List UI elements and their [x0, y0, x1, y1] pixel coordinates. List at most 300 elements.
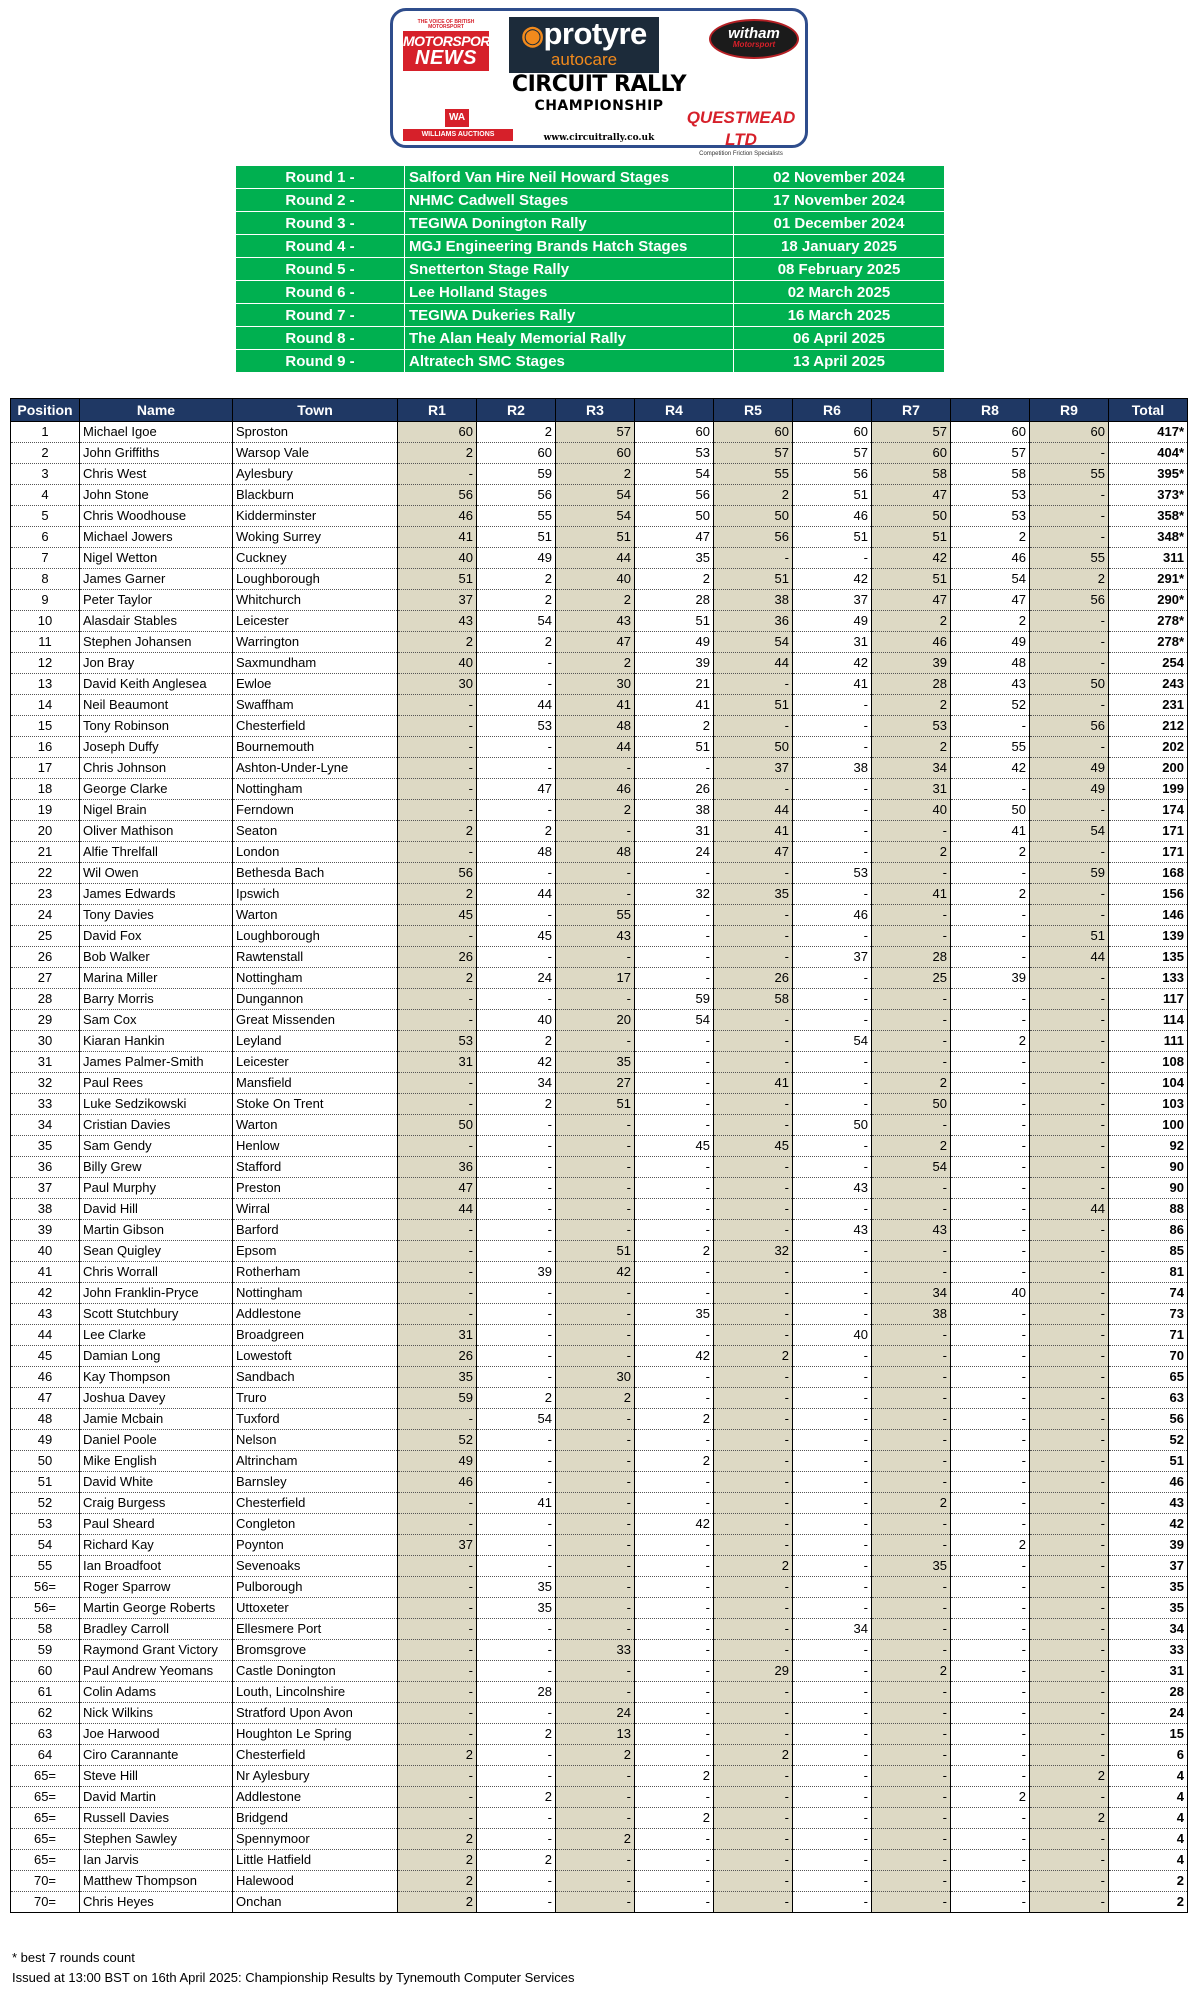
round-row — [236, 258, 945, 281]
town-cell: Blackburn — [233, 485, 398, 506]
town-cell: Sproston — [233, 422, 398, 443]
round-points-cell: - — [398, 758, 477, 779]
round-points-cell: - — [477, 1472, 556, 1493]
town-cell: Ewloe — [233, 674, 398, 695]
round-points-cell: - — [872, 1388, 951, 1409]
round-points-cell: - — [635, 1640, 714, 1661]
round-points-cell: - — [793, 1052, 872, 1073]
round-points-cell: 47 — [556, 632, 635, 653]
round-points-cell: - — [793, 1262, 872, 1283]
round-points-cell: - — [477, 1892, 556, 1913]
round-points-cell: 60 — [477, 443, 556, 464]
round-points-cell: - — [872, 926, 951, 947]
table-row — [11, 632, 1188, 653]
round-points-cell: 59 — [398, 1388, 477, 1409]
round-points-cell: - — [1030, 443, 1109, 464]
table-row — [11, 1304, 1188, 1325]
round-points-cell: 49 — [1030, 758, 1109, 779]
round-points-cell: 42 — [635, 1514, 714, 1535]
table-row — [11, 1535, 1188, 1556]
round-points-cell: 37 — [714, 758, 793, 779]
position-cell: 33 — [11, 1094, 80, 1115]
name-cell: Tony Davies — [80, 905, 233, 926]
total-cell: 24 — [1109, 1703, 1188, 1724]
round-points-cell: - — [1030, 1787, 1109, 1808]
total-cell: 291* — [1109, 569, 1188, 590]
round-points-cell: - — [556, 1178, 635, 1199]
total-cell: 199 — [1109, 779, 1188, 800]
round-points-cell: - — [951, 1262, 1030, 1283]
round-points-cell: - — [556, 1304, 635, 1325]
position-cell: 56= — [11, 1577, 80, 1598]
round-points-cell: - — [951, 1052, 1030, 1073]
round-name: Altratech SMC Stages — [405, 350, 734, 373]
total-cell: 100 — [1109, 1115, 1188, 1136]
round-points-cell: - — [793, 821, 872, 842]
total-cell: 74 — [1109, 1283, 1188, 1304]
position-cell: 8 — [11, 569, 80, 590]
column-header-r1: R1 — [398, 399, 477, 422]
round-points-cell: - — [951, 716, 1030, 737]
total-cell: 35 — [1109, 1598, 1188, 1619]
round-points-cell: - — [951, 1808, 1030, 1829]
round-points-cell: 38 — [635, 800, 714, 821]
round-points-cell: - — [872, 1598, 951, 1619]
round-points-cell: 37 — [398, 1535, 477, 1556]
round-points-cell: - — [635, 1031, 714, 1052]
round-points-cell: 47 — [477, 779, 556, 800]
round-points-cell: 2 — [556, 1745, 635, 1766]
round-points-cell: 43 — [556, 611, 635, 632]
protyre-logo — [509, 17, 659, 73]
round-points-cell: - — [793, 842, 872, 863]
round-points-cell: - — [1030, 1472, 1109, 1493]
round-points-cell: - — [1030, 968, 1109, 989]
round-points-cell: - — [872, 1892, 951, 1913]
round-points-cell: 58 — [714, 989, 793, 1010]
round-points-cell: 35 — [477, 1598, 556, 1619]
round-points-cell: - — [635, 1556, 714, 1577]
round-points-cell: - — [872, 1430, 951, 1451]
position-cell: 38 — [11, 1199, 80, 1220]
round-points-cell: - — [793, 1766, 872, 1787]
round-points-cell: - — [556, 1535, 635, 1556]
round-points-cell: - — [556, 1892, 635, 1913]
round-points-cell: 51 — [635, 611, 714, 632]
total-cell: 81 — [1109, 1262, 1188, 1283]
table-row — [11, 1451, 1188, 1472]
round-points-cell: - — [951, 1871, 1030, 1892]
table-row — [11, 1892, 1188, 1913]
town-cell: Lowestoft — [233, 1346, 398, 1367]
round-points-cell: - — [398, 1136, 477, 1157]
round-points-cell: - — [872, 1409, 951, 1430]
round-points-cell: - — [872, 1724, 951, 1745]
round-points-cell: 2 — [398, 1871, 477, 1892]
total-cell: 4 — [1109, 1808, 1188, 1829]
position-cell: 54 — [11, 1535, 80, 1556]
round-points-cell: - — [951, 1241, 1030, 1262]
round-points-cell: 49 — [477, 548, 556, 569]
position-cell: 65= — [11, 1850, 80, 1871]
round-points-cell: 41 — [398, 527, 477, 548]
round-points-cell: - — [1030, 1052, 1109, 1073]
column-header-r3: R3 — [556, 399, 635, 422]
name-cell: Joshua Davey — [80, 1388, 233, 1409]
round-points-cell: - — [556, 1199, 635, 1220]
round-points-cell: 53 — [872, 716, 951, 737]
round-points-cell: - — [398, 1409, 477, 1430]
round-points-cell: - — [398, 1766, 477, 1787]
round-points-cell: 2 — [477, 1388, 556, 1409]
table-row — [11, 968, 1188, 989]
round-row — [236, 327, 945, 350]
table-row — [11, 821, 1188, 842]
round-points-cell: 50 — [635, 506, 714, 527]
round-label: Round 8 - — [236, 327, 405, 350]
round-points-cell: 54 — [793, 1031, 872, 1052]
name-cell: Alasdair Stables — [80, 611, 233, 632]
total-cell: 63 — [1109, 1388, 1188, 1409]
round-name: NHMC Cadwell Stages — [405, 189, 734, 212]
table-row — [11, 905, 1188, 926]
round-points-cell: 35 — [635, 548, 714, 569]
position-cell: 9 — [11, 590, 80, 611]
round-points-cell: - — [477, 1199, 556, 1220]
round-points-cell: - — [793, 989, 872, 1010]
round-points-cell: - — [556, 1136, 635, 1157]
round-points-cell: 51 — [398, 569, 477, 590]
round-points-cell: - — [951, 947, 1030, 968]
total-cell: 139 — [1109, 926, 1188, 947]
round-points-cell: - — [872, 1367, 951, 1388]
town-cell: Seaton — [233, 821, 398, 842]
round-points-cell: - — [714, 926, 793, 947]
round-points-cell: - — [398, 1724, 477, 1745]
round-points-cell: 43 — [951, 674, 1030, 695]
round-points-cell: 34 — [477, 1073, 556, 1094]
name-cell: Stephen Johansen — [80, 632, 233, 653]
total-cell: 135 — [1109, 947, 1188, 968]
round-points-cell: - — [635, 1367, 714, 1388]
website-link[interactable]: www.circuitrally.co.uk — [543, 133, 655, 143]
town-cell: Warsop Vale — [233, 443, 398, 464]
round-points-cell: - — [477, 1283, 556, 1304]
round-points-cell: - — [872, 1451, 951, 1472]
questmead-logo — [679, 107, 803, 157]
table-row — [11, 527, 1188, 548]
round-points-cell: - — [635, 1745, 714, 1766]
total-cell: 117 — [1109, 989, 1188, 1010]
round-points-cell: - — [793, 1703, 872, 1724]
name-cell: John Stone — [80, 485, 233, 506]
round-points-cell: - — [793, 1094, 872, 1115]
position-cell: 55 — [11, 1556, 80, 1577]
results-body — [11, 422, 1188, 1913]
position-cell: 46 — [11, 1367, 80, 1388]
round-points-cell: 2 — [398, 884, 477, 905]
town-cell: Ferndown — [233, 800, 398, 821]
round-points-cell: 2 — [477, 1724, 556, 1745]
total-cell: 111 — [1109, 1031, 1188, 1052]
round-points-cell: 2 — [477, 1031, 556, 1052]
round-points-cell: 60 — [635, 422, 714, 443]
round-name: The Alan Healy Memorial Rally — [405, 327, 734, 350]
round-points-cell: - — [635, 1829, 714, 1850]
town-cell: Rotherham — [233, 1262, 398, 1283]
round-points-cell: - — [793, 1829, 872, 1850]
round-points-cell: - — [398, 716, 477, 737]
round-points-cell: - — [872, 1871, 951, 1892]
table-row — [11, 1388, 1188, 1409]
round-points-cell: - — [477, 863, 556, 884]
position-cell: 34 — [11, 1115, 80, 1136]
round-points-cell: 49 — [951, 632, 1030, 653]
round-points-cell: - — [714, 674, 793, 695]
total-cell: 42 — [1109, 1514, 1188, 1535]
round-points-cell: - — [477, 1535, 556, 1556]
round-points-cell: - — [1030, 1892, 1109, 1913]
town-cell: Broadgreen — [233, 1325, 398, 1346]
round-points-cell: 26 — [714, 968, 793, 989]
round-points-cell: 39 — [477, 1262, 556, 1283]
round-points-cell: - — [951, 1577, 1030, 1598]
round-points-cell: - — [793, 1535, 872, 1556]
round-points-cell: 28 — [477, 1682, 556, 1703]
round-points-cell: - — [1030, 1619, 1109, 1640]
round-points-cell: 60 — [793, 422, 872, 443]
table-row — [11, 443, 1188, 464]
round-points-cell: - — [398, 1283, 477, 1304]
round-points-cell: - — [556, 1871, 635, 1892]
round-points-cell: - — [951, 1619, 1030, 1640]
rounds-table — [235, 165, 945, 373]
round-points-cell: 28 — [872, 947, 951, 968]
name-cell: Wil Owen — [80, 863, 233, 884]
round-points-cell: - — [477, 1556, 556, 1577]
position-cell: 56= — [11, 1598, 80, 1619]
round-points-cell: - — [556, 884, 635, 905]
round-points-cell: - — [714, 1031, 793, 1052]
round-points-cell: - — [714, 1724, 793, 1745]
round-points-cell: 52 — [951, 695, 1030, 716]
name-cell: Billy Grew — [80, 1157, 233, 1178]
round-points-cell: - — [951, 863, 1030, 884]
round-points-cell: 40 — [477, 1010, 556, 1031]
total-cell: 51 — [1109, 1451, 1188, 1472]
round-points-cell: - — [635, 1115, 714, 1136]
round-points-cell: 59 — [635, 989, 714, 1010]
town-cell: Woking Surrey — [233, 527, 398, 548]
round-row — [236, 235, 945, 258]
round-points-cell: - — [477, 758, 556, 779]
round-date: 01 December 2024 — [734, 212, 945, 235]
town-cell: Chesterfield — [233, 1745, 398, 1766]
position-cell: 20 — [11, 821, 80, 842]
table-row — [11, 611, 1188, 632]
round-points-cell: - — [714, 1682, 793, 1703]
round-points-cell: 54 — [477, 611, 556, 632]
round-points-cell: 32 — [635, 884, 714, 905]
table-row — [11, 1157, 1188, 1178]
round-date: 16 March 2025 — [734, 304, 945, 327]
town-cell: Sevenoaks — [233, 1556, 398, 1577]
total-cell: 85 — [1109, 1241, 1188, 1262]
total-cell: 146 — [1109, 905, 1188, 926]
round-points-cell: - — [951, 1220, 1030, 1241]
round-points-cell: - — [556, 1577, 635, 1598]
total-cell: 31 — [1109, 1661, 1188, 1682]
round-points-cell: - — [1030, 1850, 1109, 1871]
round-points-cell: 2 — [556, 653, 635, 674]
round-points-cell: - — [951, 1556, 1030, 1577]
round-points-cell: - — [951, 1346, 1030, 1367]
round-points-cell: - — [951, 1493, 1030, 1514]
round-points-cell: - — [635, 1262, 714, 1283]
table-row — [11, 1619, 1188, 1640]
round-points-cell: - — [714, 1871, 793, 1892]
round-points-cell: - — [951, 779, 1030, 800]
table-row — [11, 1766, 1188, 1787]
column-header-r2: R2 — [477, 399, 556, 422]
name-cell: Peter Taylor — [80, 590, 233, 611]
round-points-cell: 40 — [556, 569, 635, 590]
round-points-cell: - — [1030, 1598, 1109, 1619]
total-cell: 86 — [1109, 1220, 1188, 1241]
position-cell: 29 — [11, 1010, 80, 1031]
round-points-cell: - — [951, 1010, 1030, 1031]
table-row — [11, 779, 1188, 800]
round-points-cell: - — [951, 1178, 1030, 1199]
round-points-cell: 38 — [872, 1304, 951, 1325]
town-cell: Poynton — [233, 1535, 398, 1556]
round-points-cell: 45 — [635, 1136, 714, 1157]
round-points-cell: 2 — [872, 1136, 951, 1157]
round-points-cell: 56 — [398, 863, 477, 884]
round-points-cell: - — [398, 1556, 477, 1577]
witham-motorsport-logo — [709, 19, 799, 59]
position-cell: 47 — [11, 1388, 80, 1409]
round-points-cell: 41 — [793, 674, 872, 695]
round-points-cell: - — [872, 1241, 951, 1262]
round-points-cell: - — [1030, 989, 1109, 1010]
round-points-cell: - — [872, 905, 951, 926]
protyre-word: protyre — [543, 16, 647, 51]
table-row — [11, 1472, 1188, 1493]
round-points-cell: - — [793, 1388, 872, 1409]
round-points-cell: 59 — [477, 464, 556, 485]
round-points-cell: - — [477, 653, 556, 674]
name-cell: David White — [80, 1472, 233, 1493]
round-points-cell: 47 — [398, 1178, 477, 1199]
round-points-cell: - — [714, 1325, 793, 1346]
total-cell: 90 — [1109, 1157, 1188, 1178]
sponsor-logo-panel — [390, 8, 808, 157]
round-points-cell: - — [477, 674, 556, 695]
round-points-cell: 38 — [714, 590, 793, 611]
round-points-cell: 48 — [556, 716, 635, 737]
round-points-cell: 2 — [556, 800, 635, 821]
round-points-cell: 33 — [556, 1640, 635, 1661]
round-points-cell: - — [872, 1619, 951, 1640]
table-row — [11, 1808, 1188, 1829]
town-cell: Nelson — [233, 1430, 398, 1451]
round-points-cell: - — [951, 1745, 1030, 1766]
round-points-cell: - — [793, 1514, 872, 1535]
round-points-cell: 54 — [714, 632, 793, 653]
round-points-cell: - — [556, 1220, 635, 1241]
total-cell: 43 — [1109, 1493, 1188, 1514]
table-row — [11, 1136, 1188, 1157]
name-cell: Joe Harwood — [80, 1724, 233, 1745]
round-points-cell: 49 — [1030, 779, 1109, 800]
round-points-cell: 2 — [635, 569, 714, 590]
name-cell: Matthew Thompson — [80, 1871, 233, 1892]
round-points-cell: 2 — [477, 422, 556, 443]
total-cell: 4 — [1109, 1829, 1188, 1850]
round-points-cell: 2 — [477, 569, 556, 590]
round-points-cell: 57 — [951, 443, 1030, 464]
questmead-subword: Competition Friction Specialists — [699, 151, 783, 157]
round-points-cell: - — [398, 1241, 477, 1262]
total-cell: 171 — [1109, 821, 1188, 842]
round-points-cell: - — [1030, 485, 1109, 506]
round-points-cell: 51 — [793, 527, 872, 548]
position-cell: 31 — [11, 1052, 80, 1073]
round-points-cell: - — [872, 863, 951, 884]
round-points-cell: 57 — [556, 422, 635, 443]
town-cell: Addlestone — [233, 1787, 398, 1808]
round-points-cell: - — [1030, 1871, 1109, 1892]
round-points-cell: - — [951, 1766, 1030, 1787]
table-row — [11, 1661, 1188, 1682]
table-row — [11, 863, 1188, 884]
total-cell: 114 — [1109, 1010, 1188, 1031]
total-cell: 133 — [1109, 968, 1188, 989]
town-cell: Bromsgrove — [233, 1640, 398, 1661]
round-points-cell: 59 — [1030, 863, 1109, 884]
table-row — [11, 842, 1188, 863]
column-header-r6: R6 — [793, 399, 872, 422]
round-points-cell: - — [398, 1010, 477, 1031]
round-points-cell: - — [635, 968, 714, 989]
round-points-cell: 58 — [872, 464, 951, 485]
round-points-cell: - — [1030, 527, 1109, 548]
round-points-cell: 43 — [398, 611, 477, 632]
round-points-cell: 47 — [872, 590, 951, 611]
round-points-cell: - — [556, 1346, 635, 1367]
name-cell: Neil Beaumont — [80, 695, 233, 716]
name-cell: Chris Heyes — [80, 1892, 233, 1913]
round-points-cell: - — [714, 1157, 793, 1178]
round-points-cell: 41 — [714, 821, 793, 842]
position-cell: 36 — [11, 1157, 80, 1178]
round-points-cell: 41 — [714, 1073, 793, 1094]
round-points-cell: - — [714, 863, 793, 884]
round-points-cell: 51 — [872, 569, 951, 590]
round-points-cell: - — [398, 1787, 477, 1808]
name-cell: Luke Sedzikowski — [80, 1094, 233, 1115]
total-cell: 33 — [1109, 1640, 1188, 1661]
table-row — [11, 1199, 1188, 1220]
round-points-cell: - — [1030, 800, 1109, 821]
round-points-cell: - — [477, 1241, 556, 1262]
round-points-cell: - — [793, 968, 872, 989]
round-points-cell: 55 — [1030, 548, 1109, 569]
round-points-cell: - — [398, 989, 477, 1010]
position-cell: 61 — [11, 1682, 80, 1703]
round-points-cell: - — [951, 1724, 1030, 1745]
